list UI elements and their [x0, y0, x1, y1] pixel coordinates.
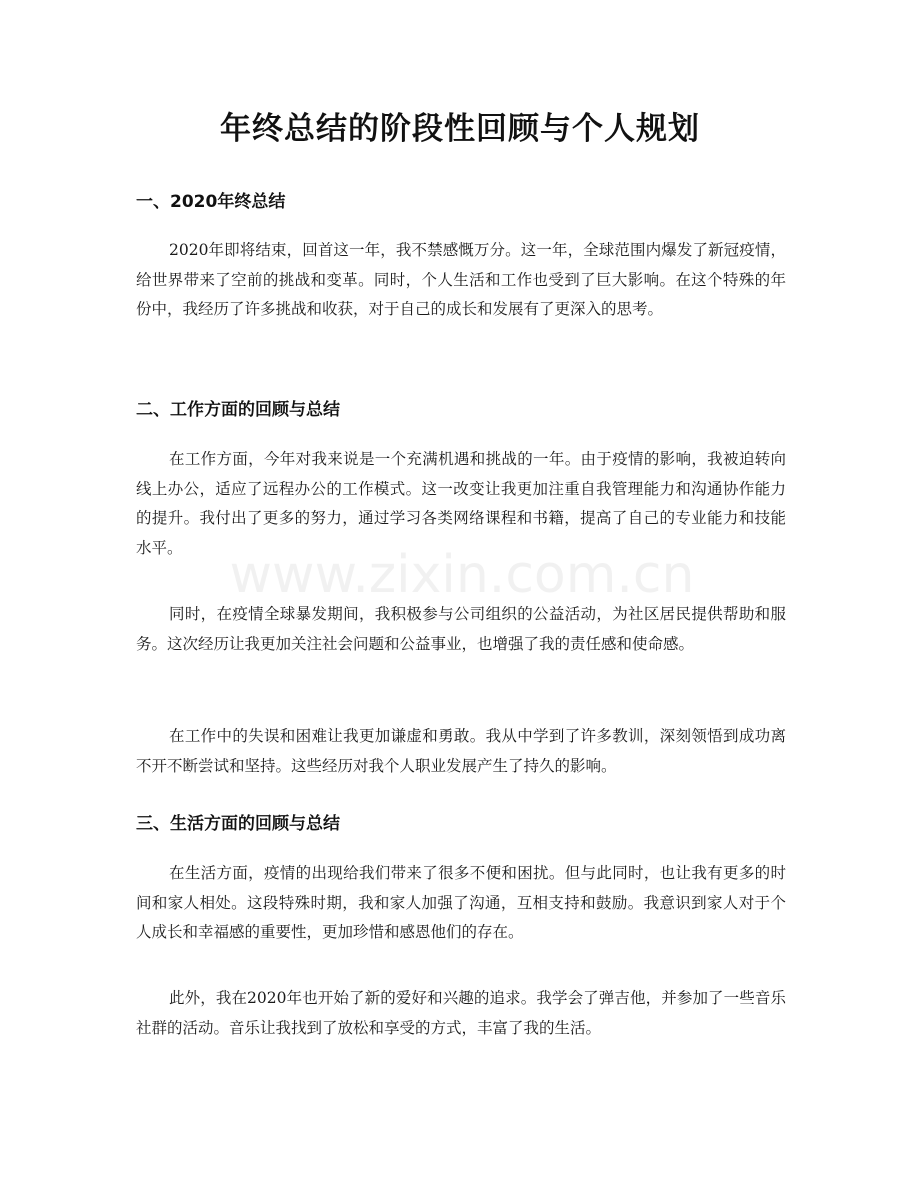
section-heading-work-review: 二、工作方面的回顾与总结: [136, 400, 340, 420]
watermark-text: www.zixin.com.cn: [229, 545, 695, 605]
document-title: 年终总结的阶段性回顾与个人规划: [220, 111, 700, 147]
paragraph: 在工作方面，今年对我来说是一个充满机遇和挑战的一年。由于疫情的影响，我被迫转向线上办公，适应了远程办公的工作模式。这一改变让我更加注重自我管理能力和沟通协作能力的提升。我付出了更多的努力，通过学习各类网络课程和书籍，提高了自己的专业能力和技能水平。: [136, 450, 786, 557]
paragraph: 此外，我在2020年也开始了新的爱好和兴趣的追求。我学会了弹吉他，并参加了一些音乐社群的活动。音乐让我找到了放松和享受的方式，丰富了我的生活。: [136, 989, 786, 1037]
paragraph: 在生活方面，疫情的出现给我们带来了很多不便和困扰。但与此同时，也让我有更多的时间和家人相处。这段特殊时期，我和家人加强了沟通，互相支持和鼓励。我意识到家人对于个人成长和幸福感的重要性，更加珍惜和感恩他们的存在。: [136, 864, 786, 941]
section-heading-life-review: 三、生活方面的回顾与总结: [136, 814, 340, 834]
section-heading-year-summary: 一、2020年终总结: [136, 192, 286, 212]
paragraph: 2020年即将结束，回首这一年，我不禁感慨万分。这一年，全球范围内爆发了新冠疫情，给世界带来了空前的挑战和变革。同时，个人生活和工作也受到了巨大影响。在这个特殊的年份中，我经历了许多挑战和收获，对于自己的成长和发展有了更深入的思考。: [136, 241, 786, 318]
paragraph: 在工作中的失误和困难让我更加谦虚和勇敢。我从中学到了许多教训，深刻领悟到成功离不开不断尝试和坚持。这些经历对我个人职业发展产生了持久的影响。: [136, 727, 786, 775]
paragraph: 同时，在疫情全球暴发期间，我积极参与公司组织的公益活动，为社区居民提供帮助和服务。这次经历让我更加关注社会问题和公益事业，也增强了我的责任感和使命感。: [136, 605, 786, 653]
